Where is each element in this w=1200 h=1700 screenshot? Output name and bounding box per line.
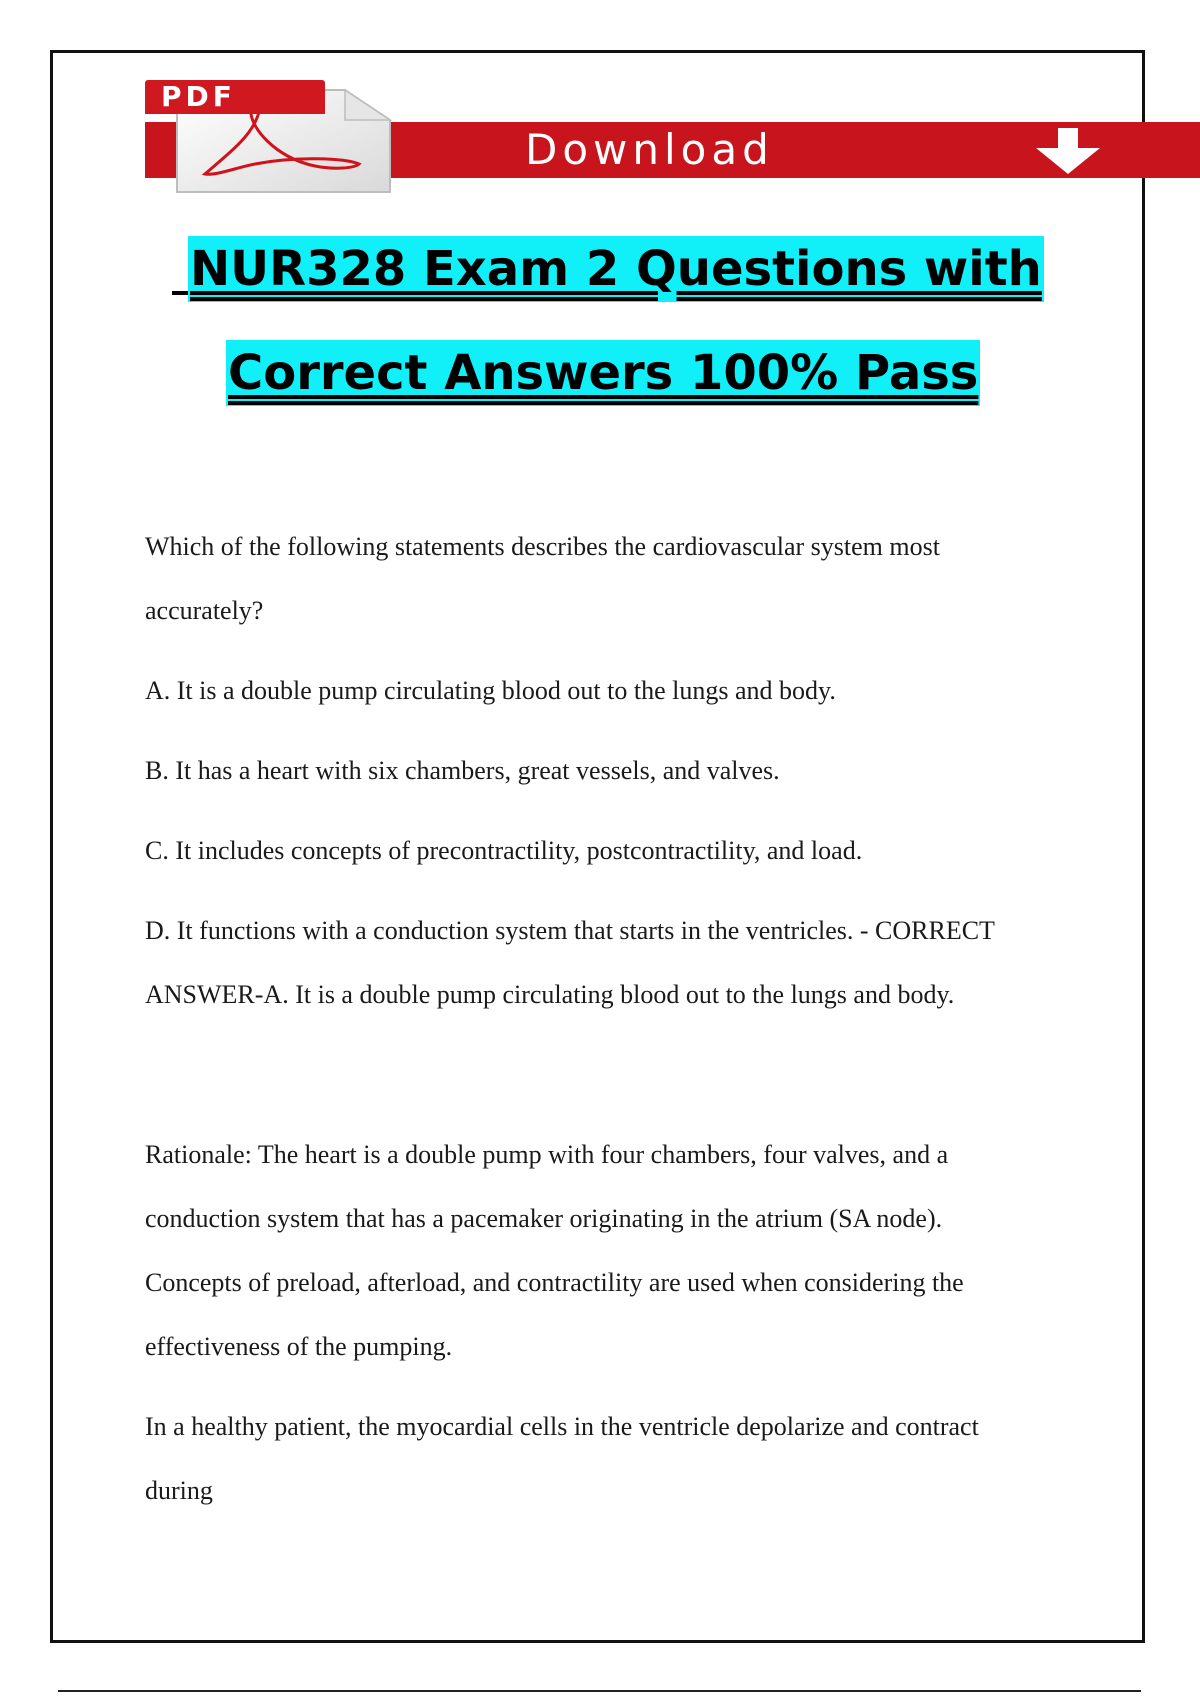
document-title-line-1: NUR328 Exam 2 Questions with (188, 236, 1044, 302)
document-title-line-2: Correct Answers 100% Pass (226, 340, 980, 406)
next-question-line-2: during (145, 1476, 213, 1505)
question-stem-line-2: accurately? (145, 596, 264, 625)
bottom-rule (58, 1690, 1141, 1692)
pdf-tag: PDF (145, 80, 325, 114)
option-a: A. It is a double pump circulating blood out to the lungs and body. (145, 676, 836, 705)
next-question-line-1: In a healthy patient, the myocardial cells in the ventricle depolarize and contract (145, 1412, 979, 1441)
option-d-line-1: D. It functions with a conduction system that starts in the ventricles. - CORRECT (145, 916, 995, 945)
question-stem-line-1: Which of the following statements describes the cardiovascular system most (145, 532, 940, 561)
rationale-line-2: conduction system that has a pacemaker originating in the atrium (SA node). (145, 1204, 943, 1233)
rationale-line-1: Rationale: The heart is a double pump with four chambers, four valves, and a (145, 1140, 949, 1169)
download-label[interactable]: Download (525, 125, 774, 174)
correct-answer-line: ANSWER-A. It is a double pump circulating blood out to the lungs and body. (145, 980, 955, 1009)
section-spacer (145, 1043, 1075, 1123)
document-body (145, 515, 1075, 1539)
download-arrow-icon[interactable] (1028, 126, 1108, 176)
option-c: C. It includes concepts of precontractility, postcontractility, and load. (145, 836, 863, 865)
rationale-line-3: Concepts of preload, afterload, and contractility are used when considering the (145, 1268, 964, 1297)
rationale-line-4: effectiveness of the pumping. (145, 1332, 453, 1361)
option-b: B. It has a heart with six chambers, great vessels, and valves. (145, 756, 780, 785)
